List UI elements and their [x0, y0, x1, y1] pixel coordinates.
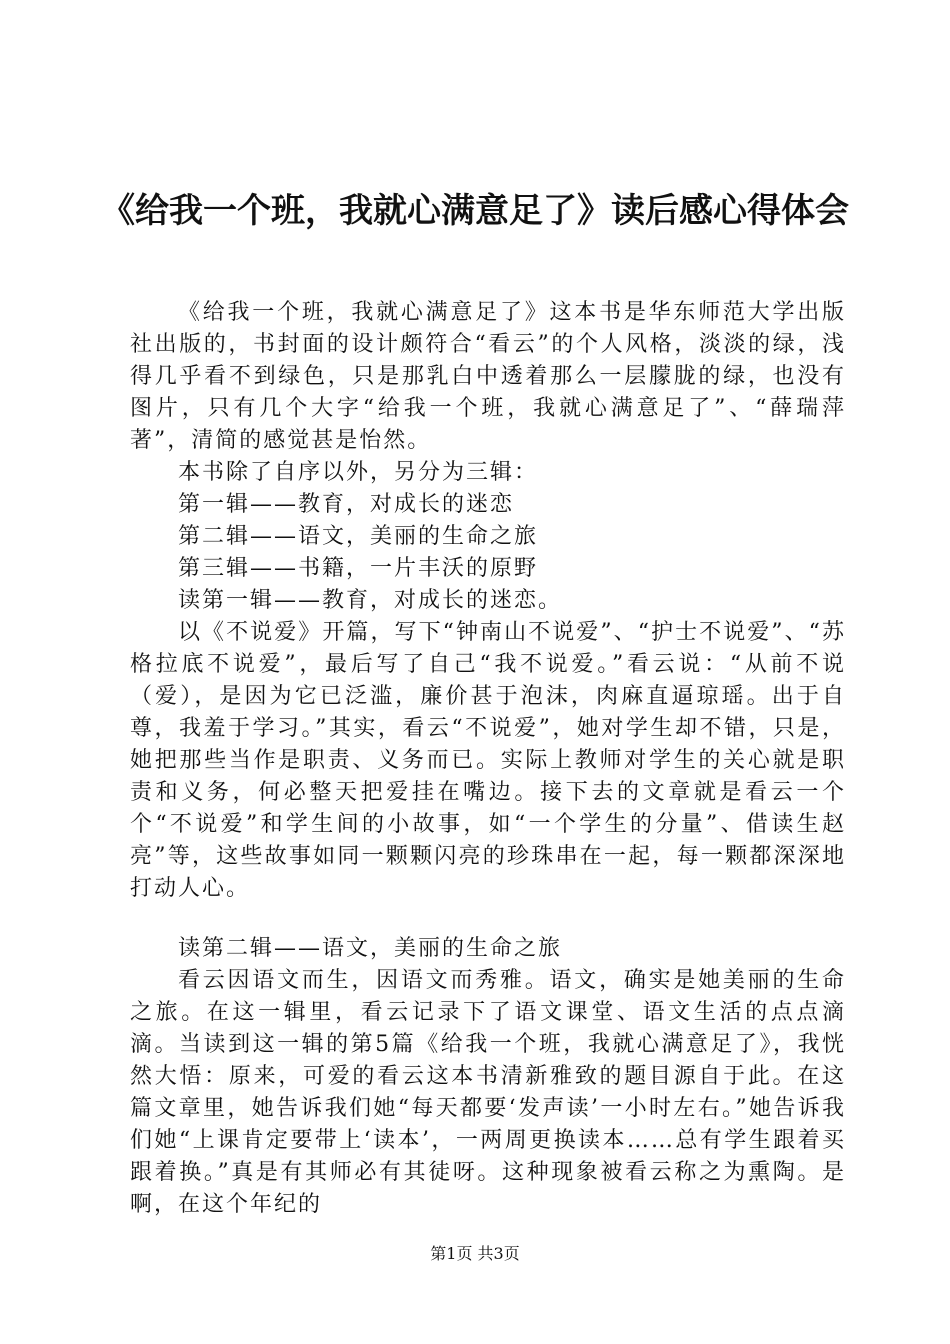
document-body: [130, 297, 846, 1221]
paragraph-reading-1-heading: 读第一辑——教育，对成长的迷恋。: [178, 588, 563, 613]
paragraph-section-2: 第二辑——语文，美丽的生命之旅: [178, 524, 539, 549]
paragraph-section-3: 第三辑——书籍，一片丰沃的原野: [178, 556, 539, 581]
page-number-footer: 第1页 共3页: [430, 1244, 520, 1263]
paragraph-reading-2-heading: 读第二辑——语文，美丽的生命之旅: [178, 936, 563, 961]
document-title: 《给我一个班，我就心满意足了》读后感心得体会: [101, 191, 849, 231]
paragraph-section-1: 第一辑——教育，对成长的迷恋: [178, 492, 515, 517]
paragraph-reading-2-body: 看云因语文而生，因语文而秀雅。语文，确实是她美丽的生命之旅。在这一辑里，看云记录下了语文课堂、语文生活的点点滴滴。当读到这一辑的第5篇《给我一个班，我就心满意足了》，我恍然大悟：原来，可爱的看云这本书清新雅致的题目源自于此。在这篇文章里，她告诉我们她“每天都要‘发声读’一小时左右。”她告诉我们她“上课肯定要带上‘读本’，一两周更换读本……总有学生跟着买跟着换。”真是有其师必有其徒呀。这种现象被看云称之为熏陶。是啊，在这个年纪的: [130, 968, 846, 1217]
paragraph-intro: 《给我一个班，我就心满意足了》这本书是华东师范大学出版社出版的，书封面的设计颇符合“看云”的个人风格，淡淡的绿，浅得几乎看不到绿色，只是那乳白中透着那么一层朦胧的绿，也没有图片，只有几个大字“给我一个班，我就心满意足了”、“薛瑞萍著”，清简的感觉甚是怡然。: [130, 300, 846, 453]
paragraph-reading-1-body: 以《不说爱》开篇，写下“钟南山不说爱”、“护士不说爱”、“苏格拉底不说爱”，最后写了自己“我不说爱。”看云说：“从前不说（爱），是因为它已泛滥，廉价甚于泡沫，肉麻直逼琼瑶。出于自尊，我羞于学习。”其实，看云“不说爱”，她对学生却不错，只是，她把那些当作是职责、义务而已。实际上教师对学生的关心就是职责和义务，何必整天把爱挂在嘴边。接下去的文章就是看云一个个“不说爱”和学生间的小故事，如“一个学生的分量”、借读生赵亮”等，这些故事如同一颗颗闪亮的珍珠串在一起，每一颗都深深地打动人心。: [130, 620, 846, 901]
paragraph-structure: 本书除了自序以外，另分为三辑：: [178, 460, 539, 485]
